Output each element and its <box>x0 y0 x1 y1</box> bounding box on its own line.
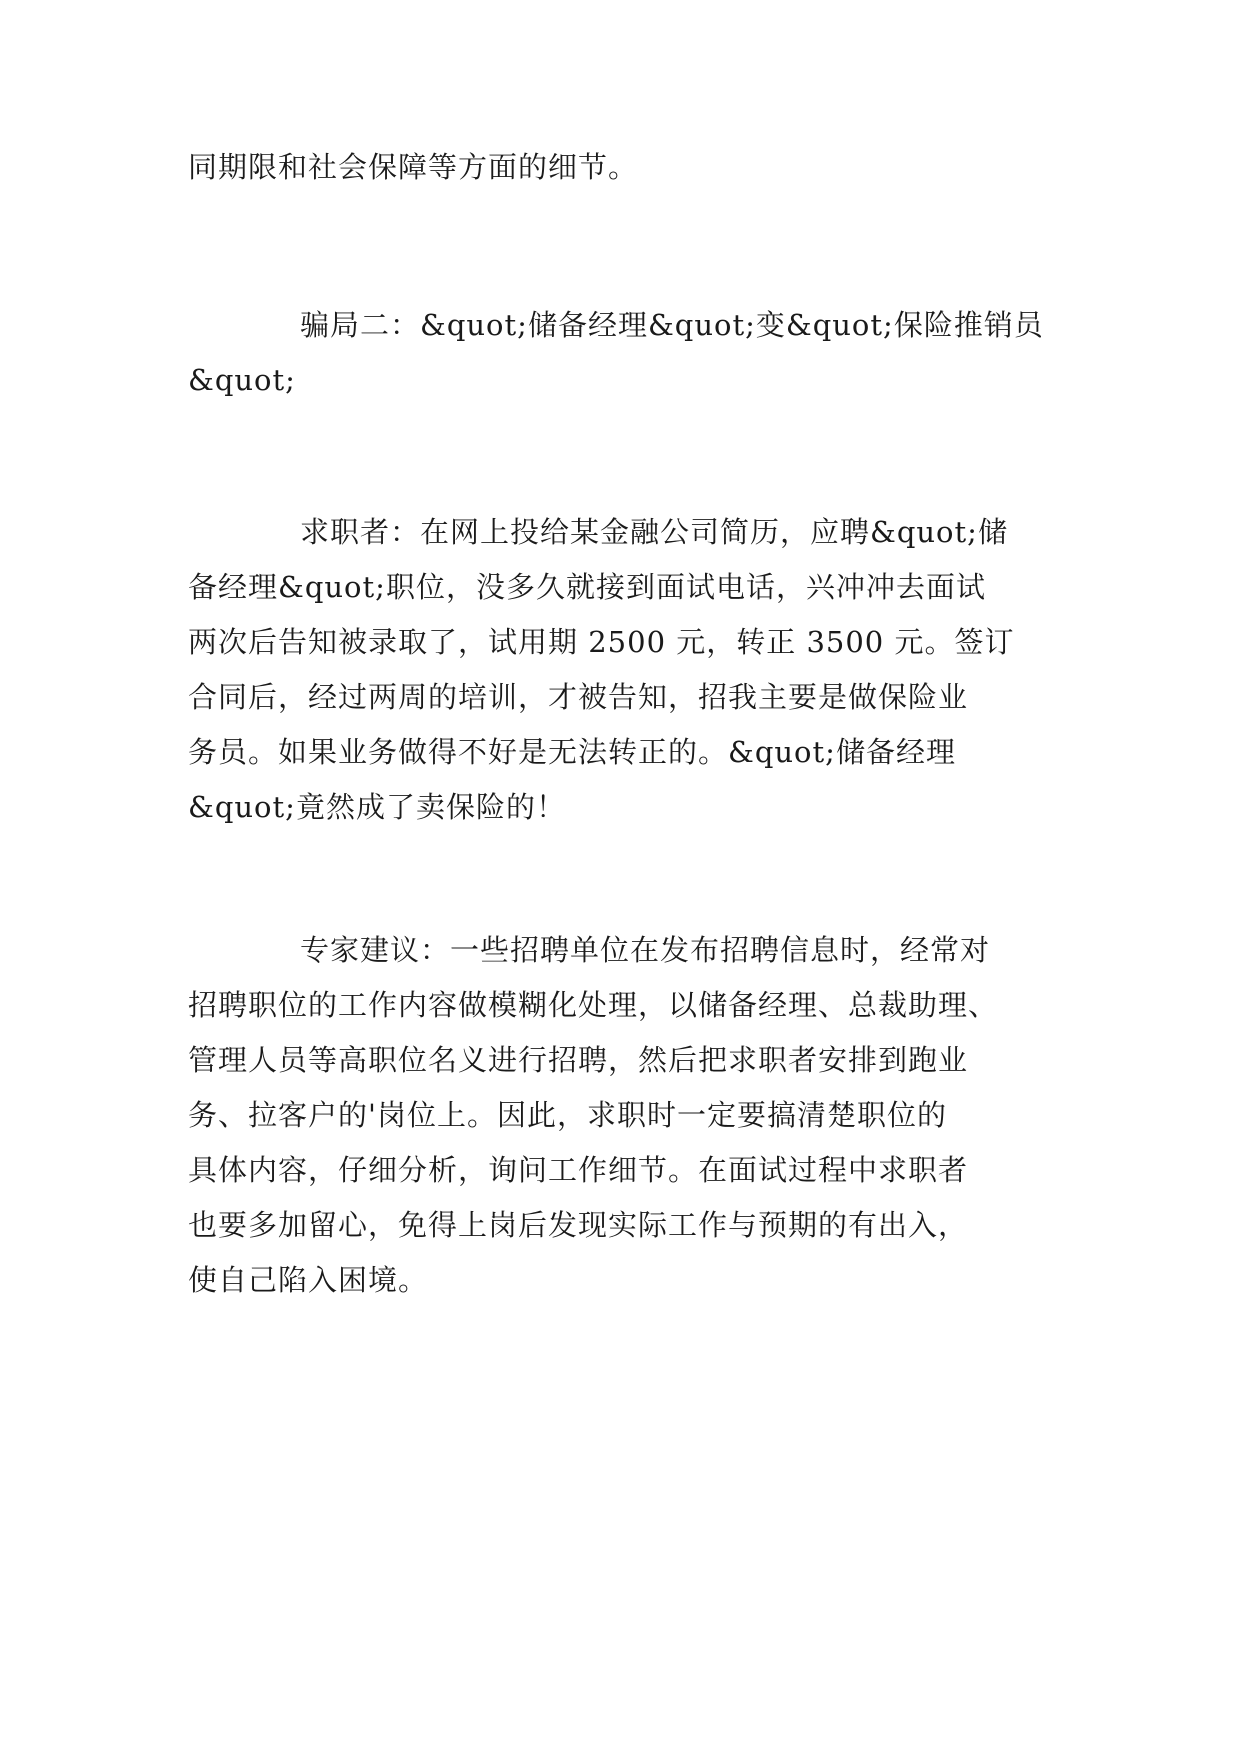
text-line: 具体内容，仔细分析，询问工作细节。在面试过程中求职者 <box>188 1153 969 1187</box>
text-line: &quot; <box>188 363 296 397</box>
text-line: &quot;竟然成了卖保险的！ <box>188 790 566 824</box>
text-line: 专家建议：一些招聘单位在发布招聘信息时，经常对 <box>300 933 991 967</box>
paragraph-scam-two-heading <box>188 298 1050 408</box>
text-line: 备经理&quot;职位，没多久就接到面试电话，兴冲冲去面试 <box>188 570 986 604</box>
text-line: 也要多加留心，免得上岗后发现实际工作与预期的有出入， <box>188 1208 969 1242</box>
paragraph-job-seeker-story <box>188 505 1050 835</box>
text-line: 骗局二：&quot;储备经理&quot;变&quot;保险推销员 <box>300 308 1044 342</box>
text-line: 合同后，经过两周的培训，才被告知，招我主要是做保险业 <box>188 680 969 714</box>
text-line: 招聘职位的工作内容做模糊化处理，以储备经理、总裁助理、 <box>188 988 999 1022</box>
text-line: 管理人员等高职位名义进行招聘，然后把求职者安排到跑业 <box>188 1043 969 1077</box>
paragraph-continuation <box>188 140 1050 195</box>
text-line: 两次后告知被录取了，试用期 2500 元，转正 3500 元。签订 <box>188 625 1015 659</box>
text-line: 求职者：在网上投给某金融公司简历，应聘&quot;储 <box>300 515 1008 549</box>
text-line: 使自己陷入困境。 <box>188 1263 429 1297</box>
text-line: 务、拉客户的'岗位上。因此，求职时一定要搞清楚职位的 <box>188 1098 947 1132</box>
text-line: 同期限和社会保障等方面的细节。 <box>188 150 639 184</box>
paragraph-expert-advice <box>188 923 1050 1308</box>
text-line: 务员。如果业务做得不好是无法转正的。&quot;储备经理 <box>188 735 956 769</box>
